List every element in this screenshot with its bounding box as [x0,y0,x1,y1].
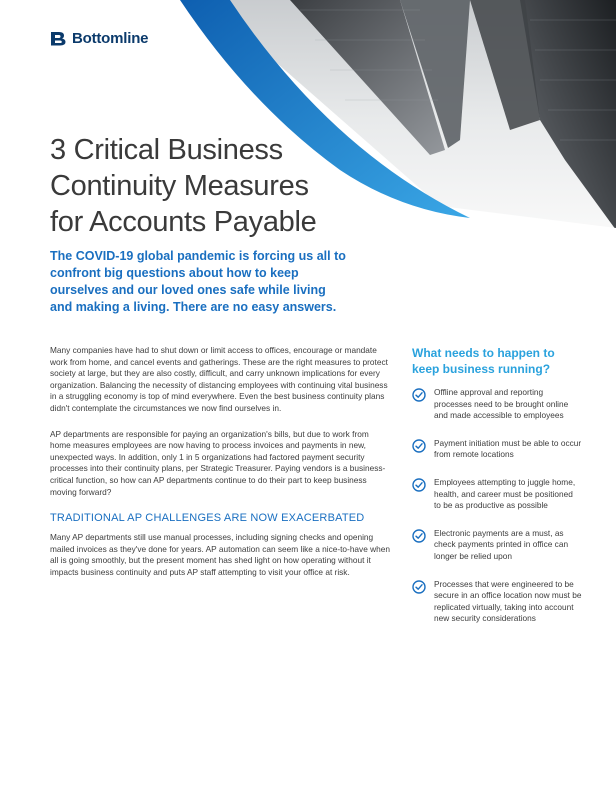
sidebar-heading: What needs to happen to keep business running? [412,346,555,376]
intro-text: The COVID-19 global pandemic is forcing us all to confront big questions about how to keep ourselves and our loved ones safe while living and making a living. There are no easy answers. [50,249,346,314]
brand-logo[interactable] [50,30,148,47]
bottomline-logo-icon [50,30,67,47]
check-circle-icon [412,439,426,453]
main-body-column [50,345,390,593]
page-title [50,132,370,240]
checklist-item-text: Payment initiation must be able to occur from remote locations [434,437,582,460]
checklist-item-text: Electronic payments are a must, as check payments printed in office can longer be relied upon [434,527,569,561]
title-line: Continuity Measures [50,170,309,202]
body-paragraph: AP departments are responsible for paying an organization's bills, but due to work from home measures employees are now having to process invoices and payments in new, unexpected ways. In addition, only 1 in 5 organizations had factored payment security processes into their continuity plans, per Strategic Treasurer. Paying vendors is a business-critical function, so how can AP departments continue to do their part to keep business moving forward? [50,428,386,497]
brand-name: Bottomline [72,30,149,47]
checklist-item [412,387,582,422]
body-paragraph: Many companies have had to shut down or limit access to offices, encourage or mandate work from home, and cancel events and gatherings. These are the right measures to protect society at large, but they are also costly, difficult, and carry unknown implications for every organization. Balancing the necessity of distancing employees with continuing vital business in a struggling economy is top of mind everywhere. Even the best business continuity plans didn't contemplate the circumstances we now find ourselves in. [50,345,388,413]
check-circle-icon [412,478,426,492]
checklist-item [412,438,582,461]
checklist-item-text: Processes that were engineered to be secure in an office location now must be replicated virtually, taking into account new security considerations [434,578,582,624]
check-circle-icon [412,388,426,402]
title-line: 3 Critical Business [50,134,283,166]
check-circle-icon [412,529,426,543]
checklist-item-text: Employees attempting to juggle home, health, and career must be positioned to be as productive as possible [434,476,576,511]
checklist-item [412,579,582,625]
sidebar-checklist [412,345,582,641]
checklist [412,387,582,625]
checklist-item-text: Offline approval and reporting processes need to be brought online and made accessible to employees [434,387,569,421]
body-paragraph: Many AP departments still use manual processes, including signing checks and opening mailed invoices as they've done for years. AP automation can seem like a nice-to-have when all is going smoothly, but the present moment has shed light on how operating without it impacts business continuity and puts AP staff attempting to visit your office at risk. [50,532,390,577]
checklist-item [412,528,582,563]
checklist-item [412,477,582,512]
title-line: for Accounts Payable [50,206,317,238]
section-heading: TRADITIONAL AP CHALLENGES ARE NOW EXACERBATED [50,512,365,525]
check-circle-icon [412,580,426,594]
